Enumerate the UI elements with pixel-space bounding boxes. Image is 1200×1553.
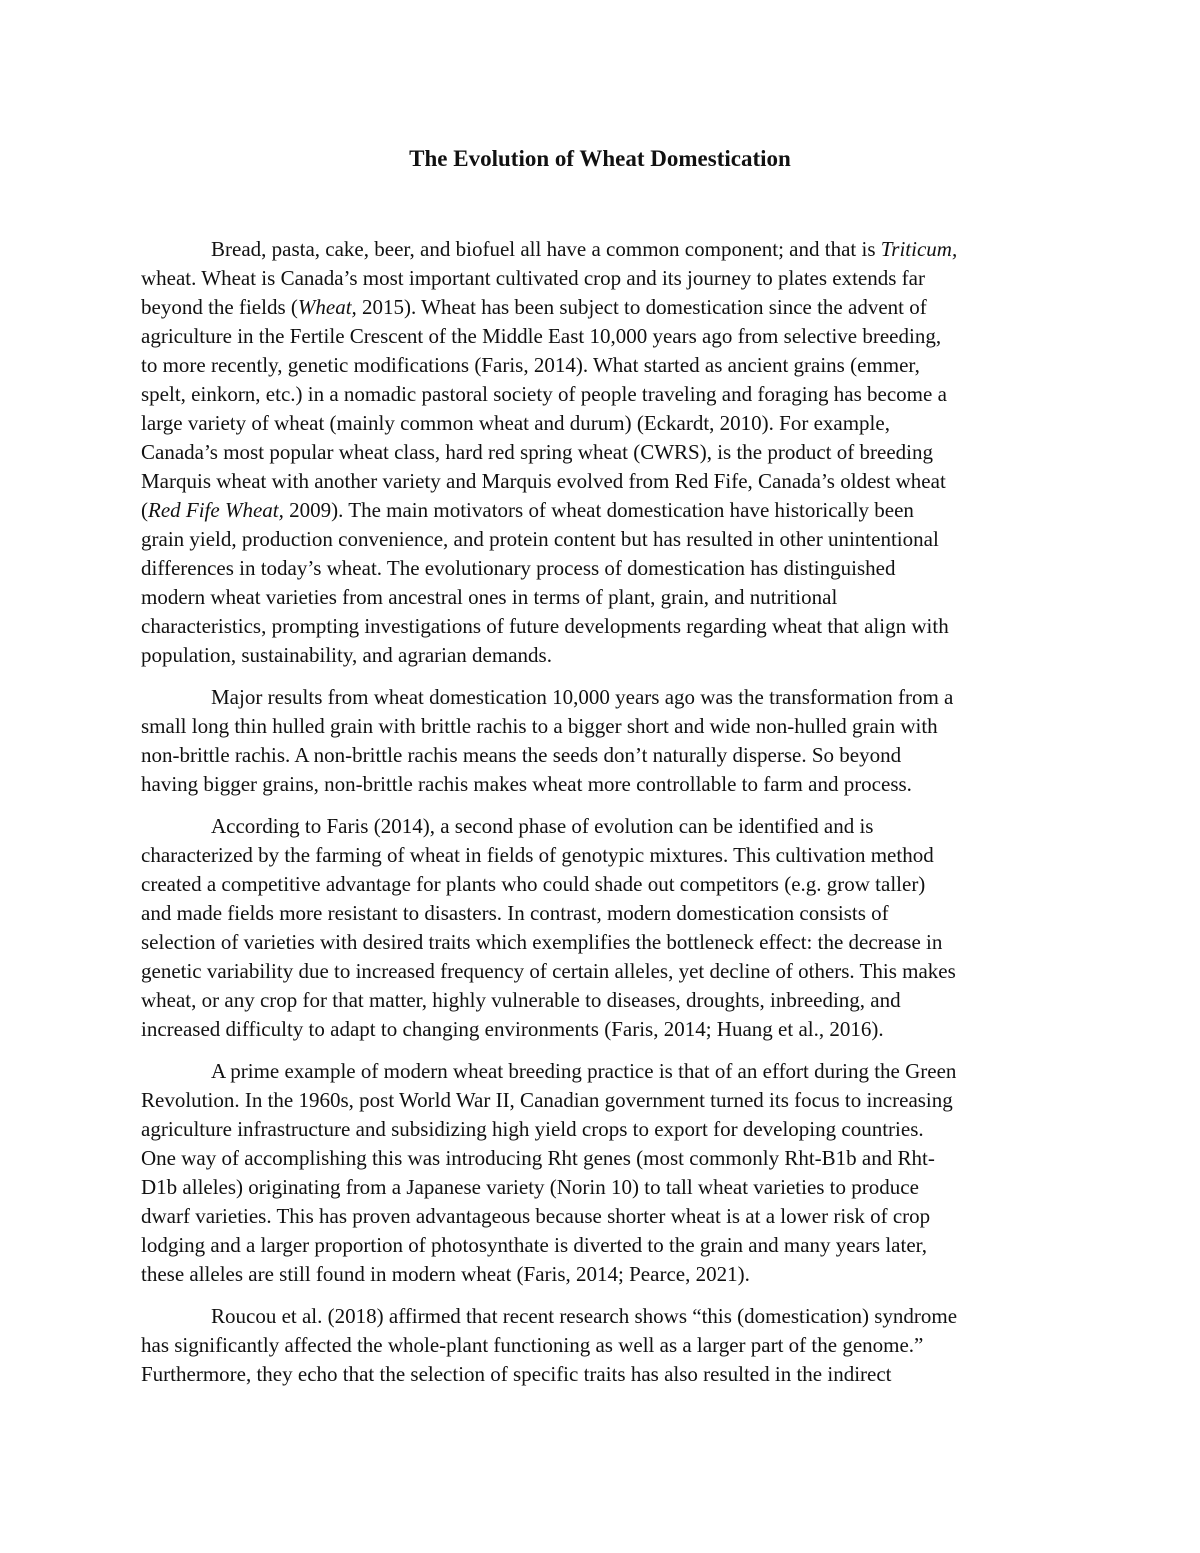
text-line [141,1302,1056,1331]
italic-text: Triticum, [880,237,958,261]
text-run: 2009). The main motivators of wheat domestication have historically been [283,498,914,522]
text-line [141,438,1056,467]
text-line [141,957,1056,986]
text-line [141,986,1056,1015]
text-line [141,1331,1056,1360]
text-line [141,1173,1056,1202]
text-run: Marquis wheat with another variety and Marquis evolved from Red Fife, Canada’s oldest wheat [141,469,946,493]
italic-text: Red Fife Wheat, [148,498,284,522]
text-line [141,1144,1056,1173]
text-run: and made fields more resistant to disasters. In contrast, modern domestication consists of [141,901,889,925]
text-run: wheat. Wheat is Canada’s most important cultivated crop and its journey to plates extends far [141,266,925,290]
text-line [141,525,1056,554]
paragraph-4 [141,1057,1056,1289]
text-line [141,351,1056,380]
text-run: characteristics, prompting investigations of future developments regarding wheat that align with [141,614,949,638]
text-run: wheat, or any crop for that matter, highly vulnerable to diseases, droughts, inbreeding, and [141,988,901,1012]
text-line [141,841,1056,870]
text-run: ( [141,498,148,522]
text-line [141,409,1056,438]
text-line [141,1057,1056,1086]
text-run: lodging and a larger proportion of photosynthate is diverted to the grain and many years later, [141,1233,928,1257]
text-run: Bread, pasta, cake, beer, and biofuel all have a common component; and that is [211,237,881,261]
text-run: Major results from wheat domestication 10,000 years ago was the transformation from a [211,685,954,709]
text-line [141,322,1056,351]
text-run: grain yield, production convenience, and protein content but has resulted in other unintentional [141,527,939,551]
paragraph-3 [141,812,1056,1044]
text-line [141,612,1056,641]
document-body [141,235,1056,1402]
text-run: has significantly affected the whole-plant functioning as well as a larger part of the genome.” [141,1333,924,1357]
document-title: The Evolution of Wheat Domestication [409,146,791,171]
text-line [141,554,1056,583]
text-line [141,1231,1056,1260]
text-line [141,1360,1056,1389]
text-run: Roucou et al. (2018) affirmed that recent research shows “this (domestication) syndrome [211,1304,958,1328]
text-run: genetic variability due to increased frequency of certain alleles, yet decline of others. This makes [141,959,956,983]
text-run: Canada’s most popular wheat class, hard red spring wheat (CWRS), is the product of breeding [141,440,933,464]
text-line [141,870,1056,899]
text-run: spelt, einkorn, etc.) in a nomadic pastoral society of people traveling and foraging has become a [141,382,947,406]
text-line [141,496,1056,525]
text-run: selection of varieties with desired traits which exemplifies the bottleneck effect: the decrease in [141,930,943,954]
text-run: D1b alleles) originating from a Japanese variety (Norin 10) to tall wheat varieties to produce [141,1175,919,1199]
text-run: According to Faris (2014), a second phase of evolution can be identified and is [211,814,874,838]
text-line [141,1015,1056,1044]
paragraph-5 [141,1302,1056,1389]
text-run: these alleles are still found in modern wheat (Faris, 2014; Pearce, 2021). [141,1262,750,1286]
text-run: beyond the fields ( [141,295,298,319]
text-line [141,641,1056,670]
text-run: non-brittle rachis. A non-brittle rachis means the seeds don’t naturally disperse. So beyond [141,743,902,767]
text-line [141,235,1056,264]
text-run: increased difficulty to adapt to changing environments (Faris, 2014; Huang et al., 2016). [141,1017,884,1041]
text-run: modern wheat varieties from ancestral ones in terms of plant, grain, and nutritional [141,585,838,609]
text-line [141,770,1056,799]
text-line [141,812,1056,841]
text-line [141,712,1056,741]
text-run: A prime example of modern wheat breeding practice is that of an effort during the Green [211,1059,957,1083]
text-line [141,293,1056,322]
text-run: Furthermore, they echo that the selection of specific traits has also resulted in the indirect [141,1362,892,1386]
text-line [141,1115,1056,1144]
text-line [141,380,1056,409]
text-run: Revolution. In the 1960s, post World War II, Canadian government turned its focus to increasing [141,1088,953,1112]
paragraph-1 [141,235,1056,670]
text-run: One way of accomplishing this was introducing Rht genes (most commonly Rht-B1b and Rht- [141,1146,935,1170]
text-line [141,928,1056,957]
text-run: agriculture infrastructure and subsidizing high yield crops to export for developing countries. [141,1117,924,1141]
text-run: agriculture in the Fertile Crescent of the Middle East 10,000 years ago from selective breeding, [141,324,942,348]
text-line [141,467,1056,496]
text-run: small long thin hulled grain with brittle rachis to a bigger short and wide non-hulled grain with [141,714,938,738]
text-run: characterized by the farming of wheat in fields of genotypic mixtures. This cultivation method [141,843,934,867]
text-line [141,583,1056,612]
text-run: differences in today’s wheat. The evolutionary process of domestication has distinguished [141,556,896,580]
text-line [141,1260,1056,1289]
text-line [141,264,1056,293]
text-run: created a competitive advantage for plants who could shade out competitors (e.g. grow taller) [141,872,926,896]
text-run: 2015). Wheat has been subject to domestication since the advent of [356,295,927,319]
text-run: to more recently, genetic modifications (Faris, 2014). What started as ancient grains (emmer, [141,353,920,377]
text-line [141,683,1056,712]
text-line [141,1086,1056,1115]
text-line [141,1202,1056,1231]
text-run: dwarf varieties. This has proven advantageous because shorter wheat is at a lower risk of crop [141,1204,931,1228]
italic-text: Wheat, [297,295,357,319]
text-run: having bigger grains, non-brittle rachis makes wheat more controllable to farm and process. [141,772,912,796]
text-run: large variety of wheat (mainly common wheat and durum) (Eckardt, 2010). For example, [141,411,890,435]
text-line [141,741,1056,770]
text-line [141,899,1056,928]
paragraph-2 [141,683,1056,799]
text-run: population, sustainability, and agrarian demands. [141,643,552,667]
